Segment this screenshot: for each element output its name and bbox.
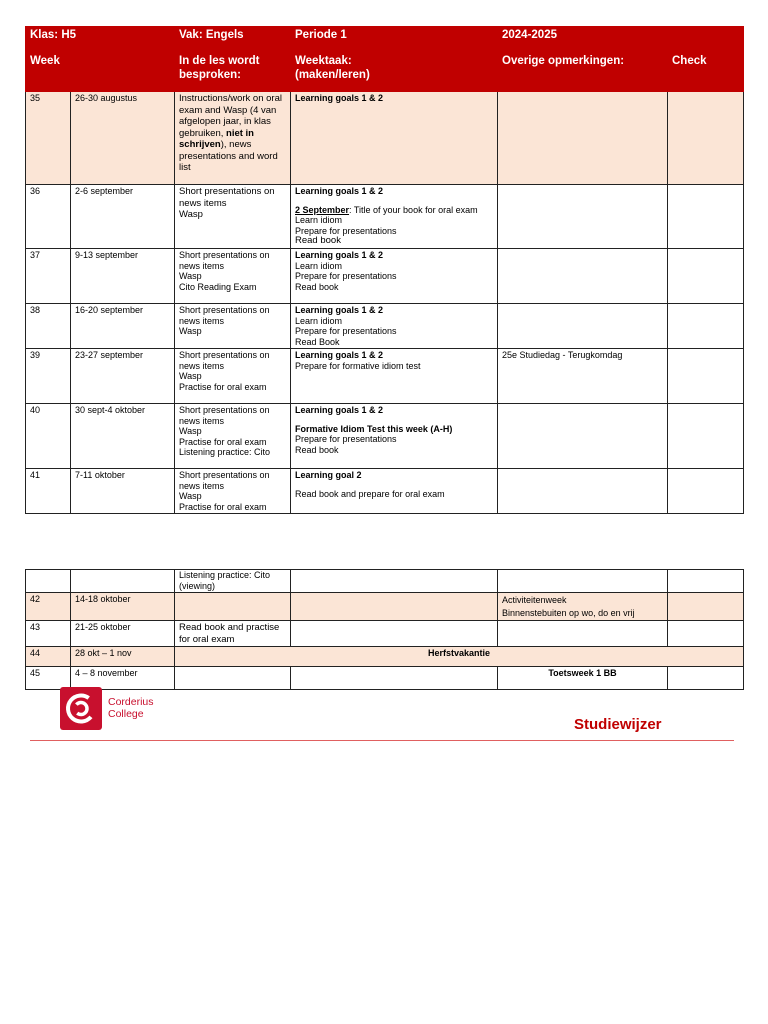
besproken-emphasis: niet in schrijven (179, 127, 254, 150)
besproken-line: Practise for oral exam (179, 381, 267, 392)
weektaak-line: Read book (295, 235, 341, 246)
column-header-check: Check (668, 52, 744, 92)
besproken-line: (viewing) (179, 580, 216, 591)
besproken-line: Short presentations on news items (179, 186, 275, 209)
besproken-line: Wasp (179, 271, 202, 281)
opmerkingen-cell (498, 469, 668, 514)
week-dates: 16-20 september (71, 304, 175, 349)
besproken-line: Practise for oral exam (179, 501, 267, 512)
weektaak-line: Prepare for presentations (295, 225, 397, 236)
opmerkingen-line: Activiteitenweek (502, 595, 567, 605)
week-number: 36 (26, 185, 71, 249)
vak-label: Vak: Engels (175, 27, 291, 52)
weektaak-title: Learning goals 1 & 2 (295, 305, 384, 315)
weektaak-line: Prepare for presentations (295, 271, 397, 281)
besproken-cell (175, 304, 291, 349)
weektaak-title: Learning goals 1 & 2 (295, 186, 384, 196)
week-dates: 26-30 augustus (71, 92, 175, 185)
check-cell (668, 593, 744, 621)
weektaak-cell (291, 185, 498, 249)
klas-label: Klas: H5 (26, 27, 175, 52)
weektaak-cell (291, 249, 498, 304)
check-cell (668, 304, 744, 349)
check-cell (668, 469, 744, 514)
week-number: 35 (26, 92, 71, 185)
weektaak-cell (291, 92, 498, 185)
week-number: 45 (26, 667, 71, 690)
table-row (26, 469, 744, 514)
besproken-cell (175, 92, 291, 185)
besproken-line: Wasp (179, 209, 203, 220)
week-dates: 23-27 september (71, 349, 175, 404)
besproken-line: Wasp (179, 491, 202, 501)
table-row (26, 621, 744, 647)
besproken-cell (175, 667, 291, 690)
check-cell (668, 570, 744, 593)
besproken-cell (175, 349, 291, 404)
check-cell (668, 621, 744, 647)
besproken-line: Short presentations on news items (179, 350, 270, 371)
column-header-weektaak-line2: (maken/leren) (295, 69, 370, 81)
logo-line2: College (108, 708, 144, 720)
header-row-columns (26, 52, 744, 92)
header-row-meta (26, 27, 744, 52)
week-dates: 14-18 oktober (71, 593, 175, 621)
check-cell (668, 185, 744, 249)
besproken-line: Practise for oral exam (179, 436, 267, 447)
weektaak-test-notice: Formative Idiom Test this week (A-H) (295, 423, 453, 434)
besproken-cell (175, 593, 291, 621)
table-row (26, 593, 744, 621)
opmerkingen-cell (498, 185, 668, 249)
document-title: Studiewijzer (574, 716, 662, 733)
opmerkingen-cell: 25e Studiedag - Terugkomdag (498, 349, 668, 404)
check-cell (668, 349, 744, 404)
weektaak-title: Learning goals 1 & 2 (295, 350, 384, 360)
weektaak-cell (291, 349, 498, 404)
week-number: 41 (26, 469, 71, 514)
weektaak-line: Read book (295, 444, 339, 455)
week-dates: 7-11 oktober (71, 469, 175, 514)
column-header-opmerkingen: Overige opmerkingen: (498, 52, 668, 92)
weektaak-line: Learn idiom (295, 260, 343, 271)
besproken-line: Short presentations on news items (179, 250, 270, 271)
column-header-weektaak-line1: Weektaak: (295, 55, 352, 67)
weektaak-line: Read book and prepare for oral exam (295, 488, 445, 499)
besproken-line: Cito Reading Exam (179, 281, 257, 292)
weektaak-line: Read book (295, 281, 339, 292)
besproken-cell (175, 469, 291, 514)
weektaak-line: Prepare for presentations (295, 326, 397, 336)
week-number: 44 (26, 647, 71, 667)
besproken-line: Wasp (179, 426, 202, 436)
besproken-line: Listening practice: Cito (179, 447, 271, 457)
opmerkingen-cell (498, 621, 668, 647)
table-row (26, 185, 744, 249)
weektaak-title: Learning goals 1 & 2 (295, 250, 384, 260)
weektaak-line: Prepare for presentations (295, 434, 397, 444)
week-dates: 21-25 oktober (71, 621, 175, 647)
column-header-weektaak (291, 52, 498, 92)
besproken-cell (175, 249, 291, 304)
weektaak-line: Learn idiom (295, 315, 343, 326)
besproken-cell (175, 185, 291, 249)
opmerkingen-cell (498, 92, 668, 185)
weektaak-cell (291, 404, 498, 469)
week-dates (71, 570, 175, 593)
opmerkingen-cell (498, 593, 668, 621)
corderius-logo (60, 687, 102, 730)
footer-divider (30, 740, 734, 741)
logo-line1: Corderius (108, 696, 154, 708)
logo-icon (60, 687, 102, 730)
week-number: 40 (26, 404, 71, 469)
besproken-text: ), news presentations and word list (179, 139, 278, 173)
table-row-carryover (26, 570, 744, 593)
besproken-line: Wasp (179, 326, 202, 336)
week-dates: 9-13 september (71, 249, 175, 304)
besproken-cell: Read book and practise for oral exam (175, 621, 291, 647)
check-cell (668, 404, 744, 469)
weektaak-title: Learning goals 1 & 2 (295, 405, 384, 415)
week-number: 37 (26, 249, 71, 304)
schedule-table-continued (25, 569, 744, 690)
periode-label: Periode 1 (291, 27, 498, 52)
week-dates: 2-6 september (71, 185, 175, 249)
weektaak-cell (291, 621, 498, 647)
weektaak-cell (291, 304, 498, 349)
opmerkingen-cell: Toetsweek 1 BB (498, 667, 668, 690)
weektaak-cell (291, 570, 498, 593)
weektaak-title: Learning goal 2 (295, 470, 362, 480)
besproken-line: Listening practice: Cito (179, 570, 271, 580)
weektaak-cell (291, 593, 498, 621)
week-dates: 4 – 8 november (71, 667, 175, 690)
table-row (26, 667, 744, 690)
week-dates: 28 okt – 1 nov (71, 647, 175, 667)
weektaak-deadline (295, 205, 493, 216)
table-row (26, 349, 744, 404)
spacer (295, 416, 493, 424)
weektaak-line: Prepare for formative idiom test (295, 360, 421, 371)
column-header-week: Week (26, 52, 175, 92)
besproken-line: Short presentations on news items (179, 305, 270, 326)
schoolyear-label: 2024-2025 (498, 27, 744, 52)
schedule-table (25, 26, 744, 514)
week-number (26, 570, 71, 593)
besproken-line: Wasp (179, 371, 202, 381)
table-row (26, 249, 744, 304)
besproken-cell (175, 404, 291, 469)
week-number: 42 (26, 593, 71, 621)
week-number: 38 (26, 304, 71, 349)
holiday-label: Herfstvakantie (175, 647, 744, 667)
besproken-line: Short presentations on news items (179, 470, 270, 491)
logo-wordmark (108, 696, 154, 720)
spacer (295, 197, 493, 205)
check-cell (668, 249, 744, 304)
opmerkingen-cell (498, 249, 668, 304)
table-row (26, 92, 744, 185)
weektaak-cell (291, 469, 498, 514)
week-number: 43 (26, 621, 71, 647)
week-number: 39 (26, 349, 71, 404)
week-dates: 30 sept-4 oktober (71, 404, 175, 469)
besproken-text: Instructions/work on oral exam and Wasp (4 van afgelopen jaar, in klas gebruiken, (179, 93, 282, 139)
table-row (26, 404, 744, 469)
opmerkingen-cell (498, 570, 668, 593)
weektaak-line: Read Book (295, 336, 340, 347)
table-row (26, 304, 744, 349)
opmerkingen-cell (498, 304, 668, 349)
spacer (295, 481, 493, 489)
deadline-date: 2 September (295, 204, 350, 215)
column-header-besproken: In de les wordt besproken: (175, 52, 291, 92)
table-row-holiday (26, 647, 744, 667)
check-cell (668, 667, 744, 690)
weektaak-cell (291, 667, 498, 690)
opmerkingen-line: Binnenstebuiten op wo, do en vrij (502, 607, 635, 618)
besproken-cell (175, 570, 291, 593)
deadline-text: : Title of your book for oral exam (349, 204, 478, 215)
check-cell (668, 92, 744, 185)
weektaak-line: Learn idiom (295, 215, 343, 225)
weektaak-title: Learning goals 1 & 2 (295, 93, 384, 103)
opmerkingen-cell (498, 404, 668, 469)
besproken-line: Short presentations on news items (179, 405, 270, 426)
